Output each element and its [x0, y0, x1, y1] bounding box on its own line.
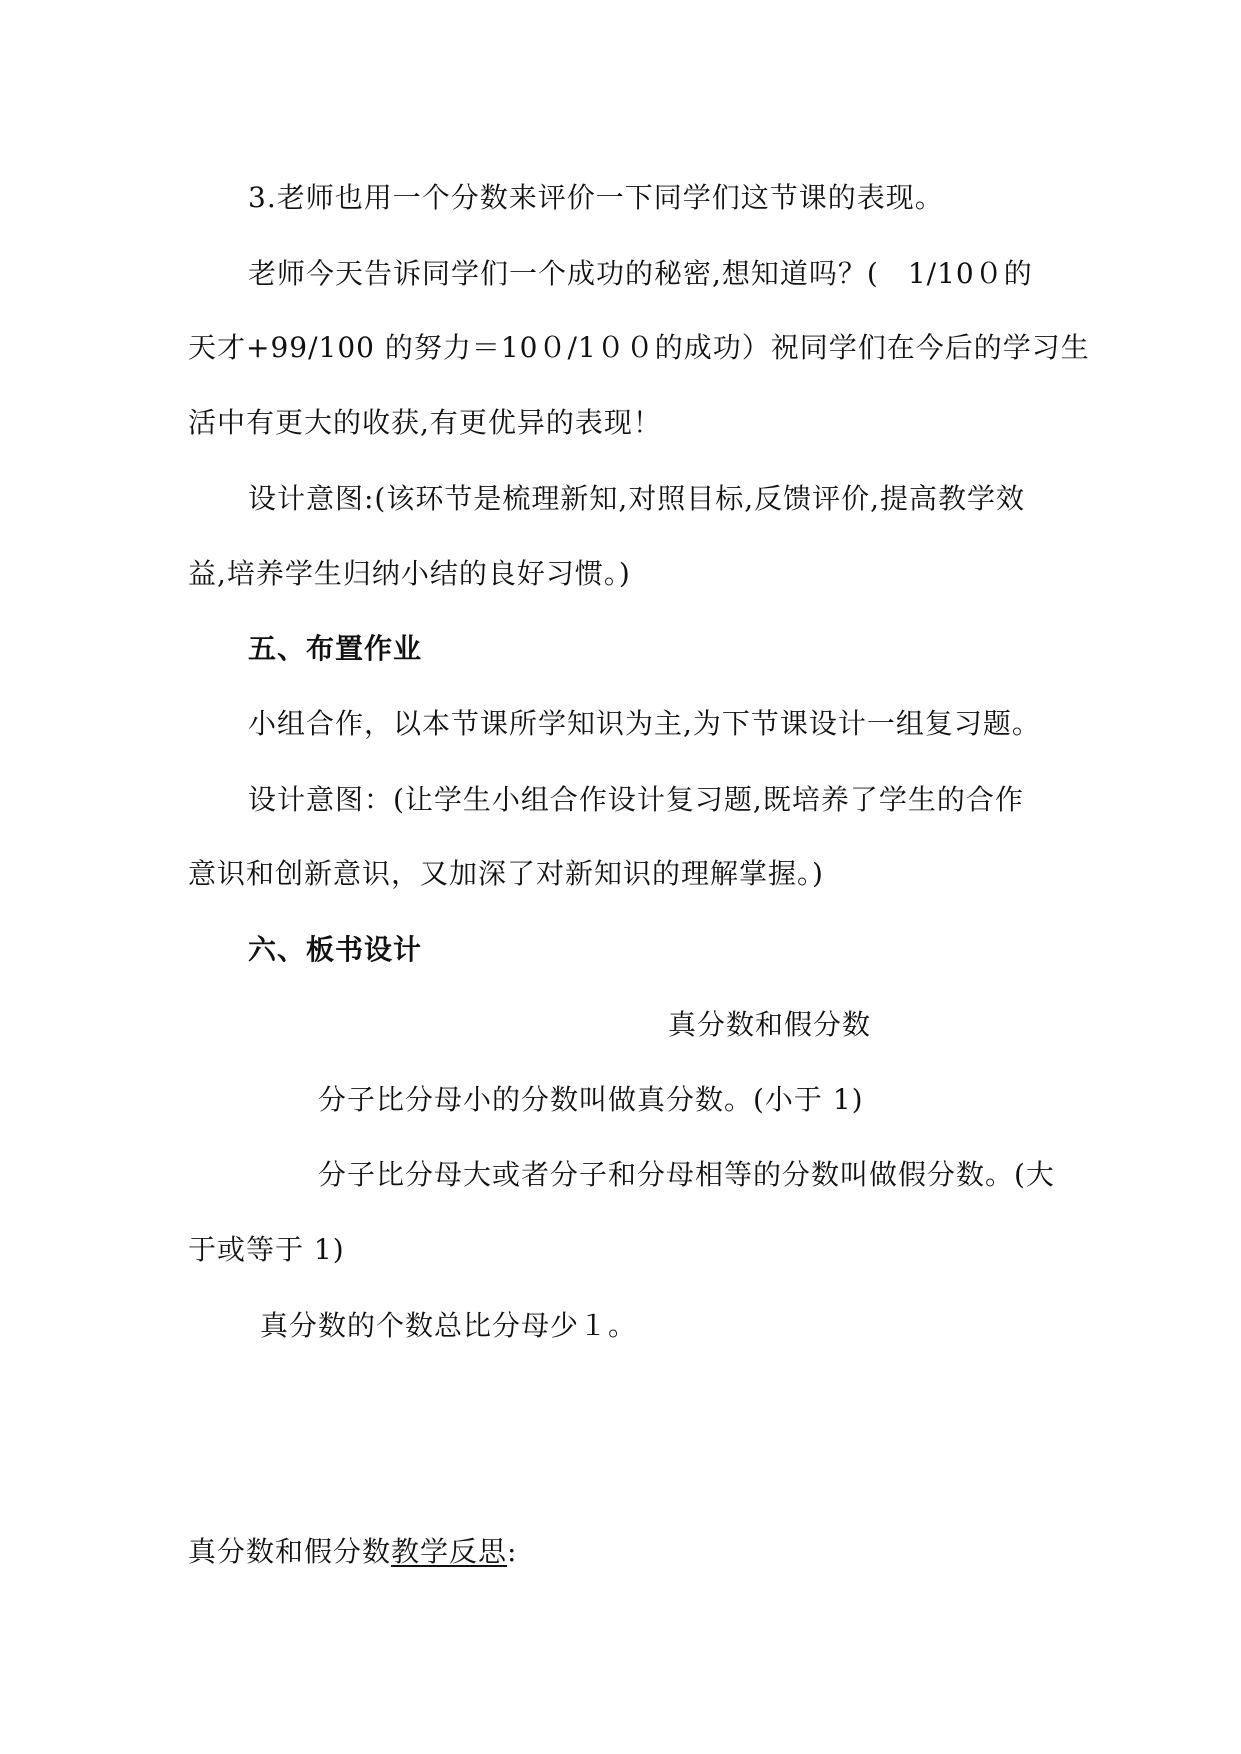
item-3-evaluation: 3.老师也用一个分数来评价一下同学们这节课的表现。	[248, 181, 944, 214]
teaching-reflection-link[interactable]: 教学反思	[391, 1535, 508, 1568]
design-intent-5-line-2: 意识和创新意识，又加深了对新知识的理解掌握。)	[188, 857, 824, 890]
reflection-prefix: 真分数和假分数	[188, 1535, 392, 1568]
improper-fraction-rule-line-1: 分子比分母大或者分子和分母相等的分数叫做假分数。(大	[318, 1158, 1055, 1191]
board-title: 真分数和假分数	[668, 1008, 872, 1041]
section-6-heading: 六、板书设计	[248, 933, 423, 966]
improper-fraction-rule-line-2: 于或等于 1)	[188, 1233, 345, 1266]
design-intent-4-line-2: 益,培养学生归纳小结的良好习惯。)	[188, 557, 631, 590]
design-intent-4-line-1: 设计意图:(该环节是梳理新知,对照目标,反馈评价,提高教学效	[248, 482, 1026, 515]
teaching-reflection-title	[188, 1532, 517, 1572]
reflection-suffix: :	[507, 1535, 518, 1568]
section-5-heading: 五、布置作业	[248, 632, 423, 665]
success-secret-line-1: 老师今天告诉同学们一个成功的秘密,想知道吗？( 1/10０的	[248, 257, 1033, 290]
homework-task: 小组合作，以本节课所学知识为主,为下节课设计一组复习题。	[248, 707, 1041, 740]
success-secret-line-2: 天才+99/100 的努力＝10０/1００的成功）祝同学们在今后的学习生	[188, 331, 1090, 364]
proper-fraction-count-rule: 真分数的个数总比分母少１。	[260, 1309, 638, 1342]
success-secret-line-3: 活中有更大的收获,有更优异的表现！	[188, 406, 662, 439]
design-intent-5-line-1: 设计意图：(让学生小组合作设计复习题,既培养了学生的合作	[248, 783, 1024, 816]
proper-fraction-rule: 分子比分母小的分数叫做真分数。(小于 1)	[318, 1083, 864, 1116]
